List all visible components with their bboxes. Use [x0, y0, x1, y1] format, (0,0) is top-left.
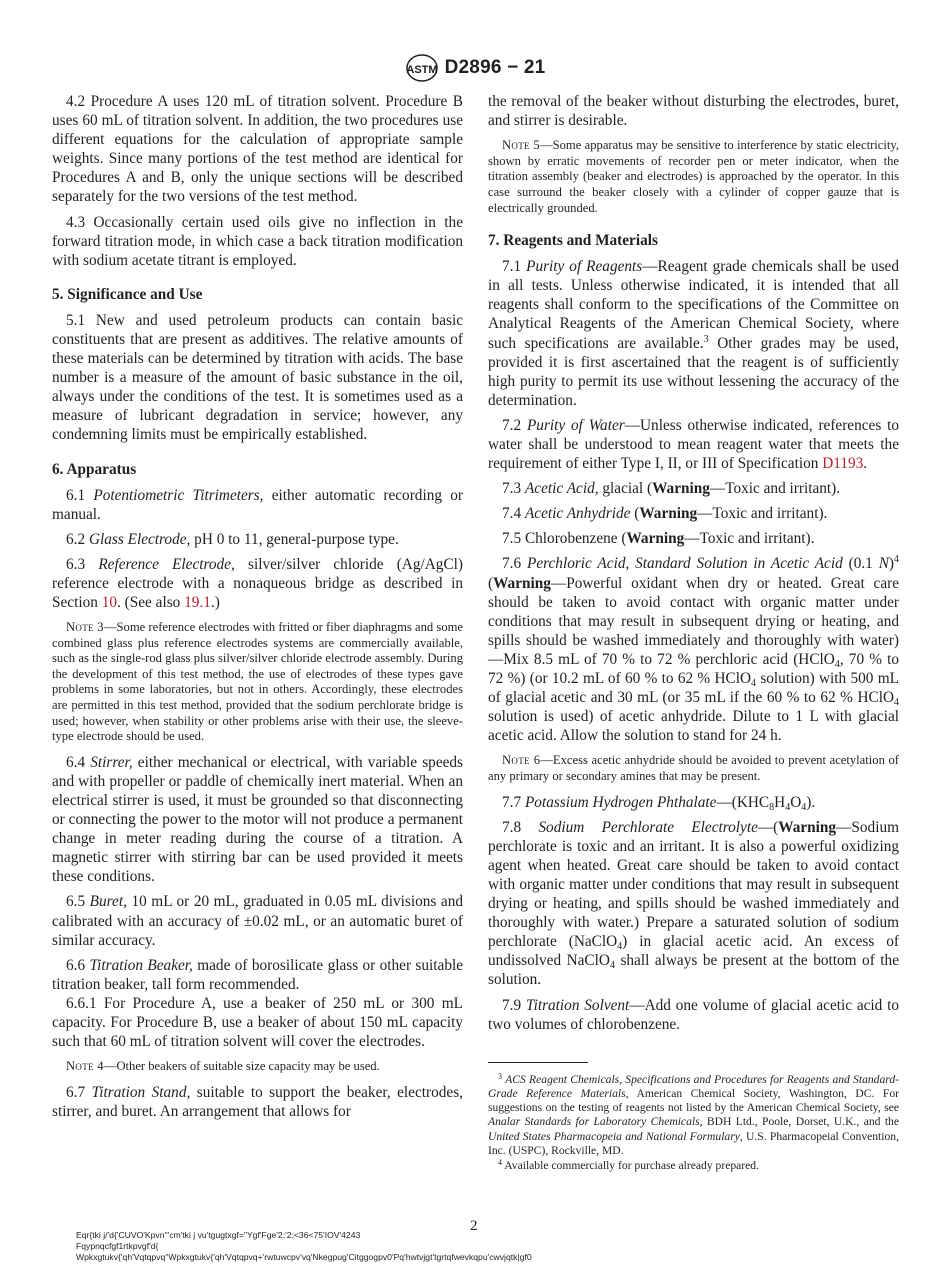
page-number: 2 — [470, 1218, 478, 1234]
footnote-ref-3[interactable]: 3 — [703, 333, 709, 345]
paragraph-7-8: 7.8 Sodium Perchlorate Electrolyte—(Warning—Sodium perchlorate is toxic and an irritant. It is also a powerful oxidizing agent when heated. Great care should be taken to avoid contact with organic matter under conditions that may result in subsequent drying or heating, and spills should be washed immediately and thoroughly with water.) Prepare a saturated solution of sodium perchlorate (NaClO$_4$) in glacial acetic acid. An excess of undissolved NaClO$_4$ shall always be present at the bottom of the solution. — [488, 818, 899, 989]
paragraph-4-3: 4.3 Occasionally certain used oils give no inflection in the forward titration mode, in which case a back titration modification with sodium acetate titrant is employed. — [52, 213, 463, 269]
note-3: Note 3—Some reference electrodes with fritted or fiber diaphragms and some combined glass plus reference electrodes systems are commercially available, such as the single-rod glass plus silver/silver chloride electrode assembly. During the development of this test method, the use of electrodes of these types gave problems in some laboratories, but not in others. Accordingly, these electrodes are permitted in this test method, provided that the sodium perchlorate bridge is used; however, when stability or other problems arise with their use, the sleeve-type electrode should be used. — [52, 620, 464, 744]
paragraph-6-6-1: 6.6.1 For Procedure A, use a beaker of 250 mL or 300 mL capacity. For Procedure B, use a beaker of about 150 mL capacity such that 60 mL of titration solvent will cover the electrodes. — [52, 994, 463, 1051]
paragraph-6-7: 6.7 Titration Stand, suitable to support the beaker, electrodes, stirrer, and buret. An arrangement that allows for — [52, 1083, 463, 1120]
astm-logo-icon — [405, 53, 439, 83]
paragraph-6-6: 6.6 Titration Beaker, made of borosilicate glass or other suitable titration beaker, tall form recommended. — [52, 956, 464, 993]
paragraph-6-4: 6.4 Stirrer, either mechanical or electrical, with variable speeds and with propeller or paddle of chemically inert material. When an electrical stirrer is used, it must be grounded so that disconnecting or connecting the power to the motor will not produce a permanent change in meter reading during the course of a titration. A magnetic stirrer with stirring bar can be used provided it meets these conditions. — [52, 753, 464, 886]
paragraph-7-5: 7.5 Chlorobenzene (Warning—Toxic and irritant). — [502, 530, 815, 548]
watermark-line: Wpkxgtukv{'qh'Vqtqpvq"Wpkxgtukv{'qh'Vqtqpvq+'rwtuwcpv'vq'Nkegpug'Citggogpv0'Pq'hwtvjgt'tgrtqfwevkqpu'cwvjqtk|gf0 — [76, 1252, 532, 1262]
document-id: D2896 − 21 — [444, 57, 546, 78]
license-watermark — [76, 1230, 532, 1263]
paragraph-6-1: 6.1 Potentiometric Titrimeters, either automatic recording or manual. — [52, 486, 463, 523]
footnote-divider — [488, 1062, 588, 1063]
paragraph-7-3: 7.3 Acetic Acid, glacial (Warning—Toxic and irritant). — [502, 480, 841, 498]
note-6: Note 6—Excess acetic anhydride should be avoided to prevent acetylation of any primary or secondary amines that may be present. — [488, 753, 899, 783]
paragraph-6-7-continued: the removal of the beaker without disturbing the electrodes, buret, and stirrer is desirable. — [488, 93, 899, 130]
d1193-link[interactable]: D1193 — [822, 455, 864, 473]
paragraph-4-2: 4.2 Procedure A uses 120 mL of titration solvent. Procedure B uses 60 mL of titration solvent. In addition, the two procedures use different equations for the calculation of appropriate sample weights. Since many portions of the test method are identical for Procedures A and B, only the unique sections will be described separately for the two versions of the test method. — [52, 93, 463, 206]
note-5: Note 5—Some apparatus may be sensitive to interference by static electricity, shown by erratic movements of recorder pen or meter indicator, when the titration assembly (beaker and electrodes) is approached by the operator. In this case surround the beaker closely with a cylinder of copper gauze that is electrically grounded. — [488, 138, 899, 215]
paragraph-7-2: 7.2 Purity of Water—Unless otherwise indicated, references to water shall be understood to mean reagent water that meets the requirement of either Type I, II, or III of Specification D1193. — [488, 416, 899, 473]
paragraph-5-1: 5.1 New and used petroleum products can contain basic constituents that are present as additives. The relative amounts of these materials can be determined by titration with acids. The base number is a measure of the amount of basic substance in the oil, always under the conditions of the test. It is sometimes used as a measure of lubricant degradation in service; however, any condemning limits must be empirically established. — [52, 311, 463, 444]
left-column — [52, 92, 463, 1127]
footnote-4: $^4$ Available commercially for purchase already prepared. — [498, 1157, 759, 1172]
footnote-ref-4[interactable]: 4 — [894, 554, 900, 566]
paragraph-7-7: 7.7 Potassium Hydrogen $Phthalate—(KHC_8H_4O_4)$. — [502, 793, 816, 813]
page-header — [0, 52, 950, 84]
section-heading-5: 5. Significance and Use — [52, 285, 203, 303]
paragraph-7-6: 7.6 Perchloric Acid, Standard Solution in Acetic Acid (0.1 N)$^4$ (Warning—Powerful oxidant when dry or heated. Great care should be taken to avoid contact with organic matter under conditions that may result in subsequent drying or heating, and spills should be washed immediately and thoroughly with water)—Mix 8.5 mL of 70 % to 72 % perchloric acid (HClO$_4$, 70 % to 72 %) (or 10.2 mL of 60 % to 62 % HClO$_4$ solution) with 500 mL of glacial acetic and 30 mL (or 35 mL if the 60 % to 62 % HClO$_4$ solution is used) of acetic anhydride. Dilute to 1 L with glacial acetic acid. Allow the solution to stand for 24 h. — [488, 554, 900, 745]
paragraph-6-5: 6.5 Buret, 10 mL or 20 mL, graduated in 0.05 mL divisions and calibrated with an accuracy of ±0.02 mL, or an automatic buret of similar accuracy. — [52, 893, 463, 949]
right-column — [488, 92, 899, 1174]
section-heading-7: 7. Reagents and Materials — [488, 232, 658, 250]
svg-text:ASTM: ASTM — [406, 64, 438, 76]
watermark-line: Eqr{tki j/'d{'CUVO'Kpvn'"cm'tki j vu'tgugtxgf="Ygf'Fge'2:'2:<36<75'IOV'4243 — [76, 1230, 361, 1240]
note-4: Note 4—Other beakers of suitable size capacity may be used. — [66, 1059, 380, 1074]
paragraph-6-2: 6.2 Glass Electrode, pH 0 to 11, general-purpose type. — [66, 530, 399, 548]
watermark-line: Fqypnqcfgf1rtkpvgf'd{ — [76, 1241, 159, 1251]
section-heading-6: 6. Apparatus — [52, 460, 137, 478]
paragraph-7-4: 7.4 Acetic Anhydride (Warning—Toxic and irritant). — [502, 505, 828, 523]
paragraph-7-1: 7.1 Purity of Reagents—Reagent grade chemicals shall be used in all tests. Unless otherwise indicated, it is intended that all reagents shall conform to the specifications of the Committee on Analytical Reagents of the American Chemical Society, where such specifications are available.$^3$ Other grades may be used, provided it is first ascertained that the reagent is of sufficiently high purity to permit its use without lessening the accuracy of the determination. — [488, 258, 899, 409]
paragraph-6-3: 6.3 Reference Electrode, silver/silver chloride (Ag/AgCl) reference electrode with a nonaqueous bridge as described in Section 10. (See also 19.1.) — [52, 555, 463, 611]
section-10-link[interactable]: 10 — [101, 593, 118, 611]
paragraph-7-9: 7.9 Titration Solvent—Add one volume of glacial acetic acid to two volumes of chlorobenzene. — [488, 996, 899, 1033]
footnote-3: $^3$ ACS Reagent Chemicals, Specifications and Procedures for Reagents and Standard-Grade Reference Materials, American Chemical Society, Washington, DC. For suggestions on the testing of reagents not listed by the American Chemical Society, see Analar Standards for Laboratory Chemicals, BDH Ltd., Poole, Dorset, U.K., and the United States Pharmacopeia and National Formulary, U.S. Pharmacopeial Convention, Inc. (USPC), Rockville, MD. — [488, 1071, 899, 1157]
section-19-1-link[interactable]: 19.1 — [184, 593, 211, 611]
